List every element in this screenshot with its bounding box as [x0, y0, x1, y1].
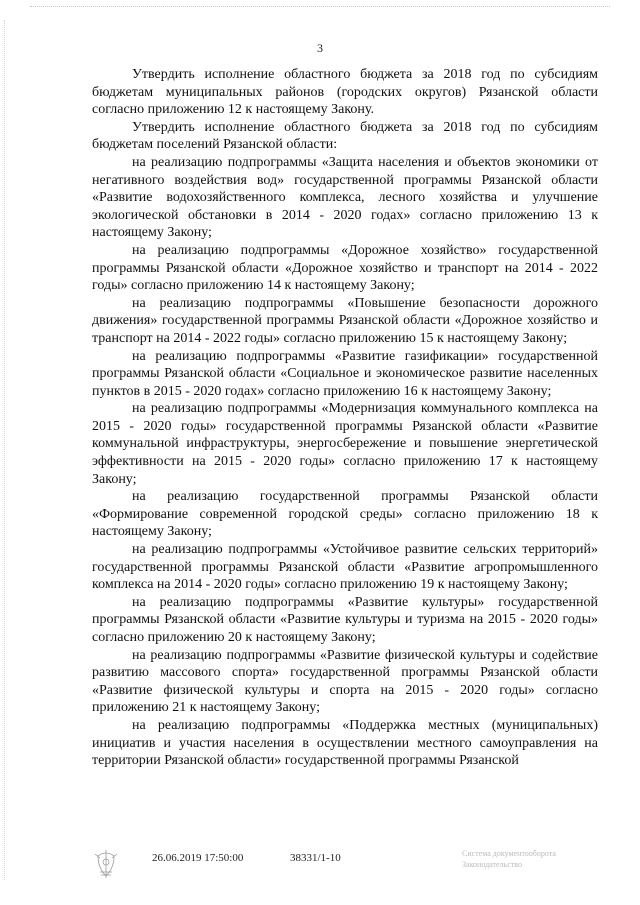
paragraph: на реализацию подпрограммы «Развитие культуры» государственной программы Рязанской области «Развитие культуры и туризма на 2015 - 2020 годы» согласно приложению 20 к настоящему Закону; — [92, 594, 598, 645]
paragraph: на реализацию подпрограммы «Устойчивое развитие сельских территорий» государственной программы Рязанской области «Развитие агропромышленного комплекса на 2014 - 2020 годы» согласно приложению 19 к настоящему Закону; — [92, 542, 598, 593]
footer-watermark — [462, 848, 612, 870]
paragraph: на реализацию подпрограммы «Развитие газификации» государственной программы Рязанской области «Социальное и экономическое развитие населенных пунктов в 2015 - 2020 годах» согласно приложению 16 к настоящему Закону; — [92, 348, 598, 399]
paragraph: на реализацию подпрограммы «Повышение безопасности дорожного движения» государственной программы Рязанской области «Дорожное хозяйство и транспорт на 2014 - 2022 годы» согласно приложению 15 к настоящему Закону; — [92, 295, 598, 346]
paragraph: на реализацию подпрограммы «Поддержка местных (муниципальных) инициатив и участия населения в осуществлении местного самоуправления на территории Рязанской области» государственной программы Рязанской — [92, 717, 598, 769]
coat-of-arms-icon — [92, 848, 120, 880]
watermark-line: Законодательство — [462, 860, 522, 869]
document-body — [92, 66, 598, 770]
paragraph: Утвердить исполнение областного бюджета за 2018 год по субсидиям бюджетам муниципальных районов (городских округов) Рязанской области согласно приложению 12 к настоящему Закону. — [92, 67, 598, 118]
paragraph: Утвердить исполнение областного бюджета за 2018 год по субсидиям бюджетам поселений Рязанской области: — [92, 119, 598, 153]
page-number: 3 — [317, 41, 323, 55]
paragraph: на реализацию подпрограммы «Модернизация коммунального комплекса на 2015 - 2020 годы» государственной программы Рязанской области «Развитие коммунальной инфраструктуры, энергосбережение и повышение энергетической эффективности на 2015 - 2020 годы» согласно приложению 17 к настоящему Закону; — [92, 401, 598, 487]
scan-edge-left — [4, 20, 6, 880]
paragraph: на реализацию подпрограммы «Защита населения и объектов экономики от негативного воздействия вод» государственной программы Рязанской области «Развитие водохозяйственного комплекса, лесного хозяйства и улучшение экологической обстановки в 2014 - 2020 годах» согласно приложению 13 к настоящему Закону; — [92, 154, 598, 241]
scan-edge-top — [30, 6, 610, 8]
paragraph: на реализацию подпрограммы «Развитие физической культуры и содействие развитию массового спорта» государственной программы Рязанской области «Развитие физической культуры и спорта на 2015 - 2020 годы» согласно приложению 21 к настоящему Закону; — [92, 647, 598, 716]
footer-doc-number: 38331/1-10 — [290, 852, 341, 864]
footer-date: 26.06.2019 17:50:00 — [152, 852, 244, 864]
page-footer — [0, 848, 640, 888]
paragraph: на реализацию подпрограммы «Дорожное хозяйство» государственной программы Рязанской области «Дорожное хозяйство и транспорт на 2014 - 2022 годы» согласно приложению 14 к настоящему Закону; — [92, 242, 598, 294]
watermark-line: Система документооборота — [462, 849, 556, 858]
paragraph: на реализацию государственной программы Рязанской области «Формирование современной городской среды» согласно приложению 18 к настоящему Закону; — [92, 489, 598, 540]
